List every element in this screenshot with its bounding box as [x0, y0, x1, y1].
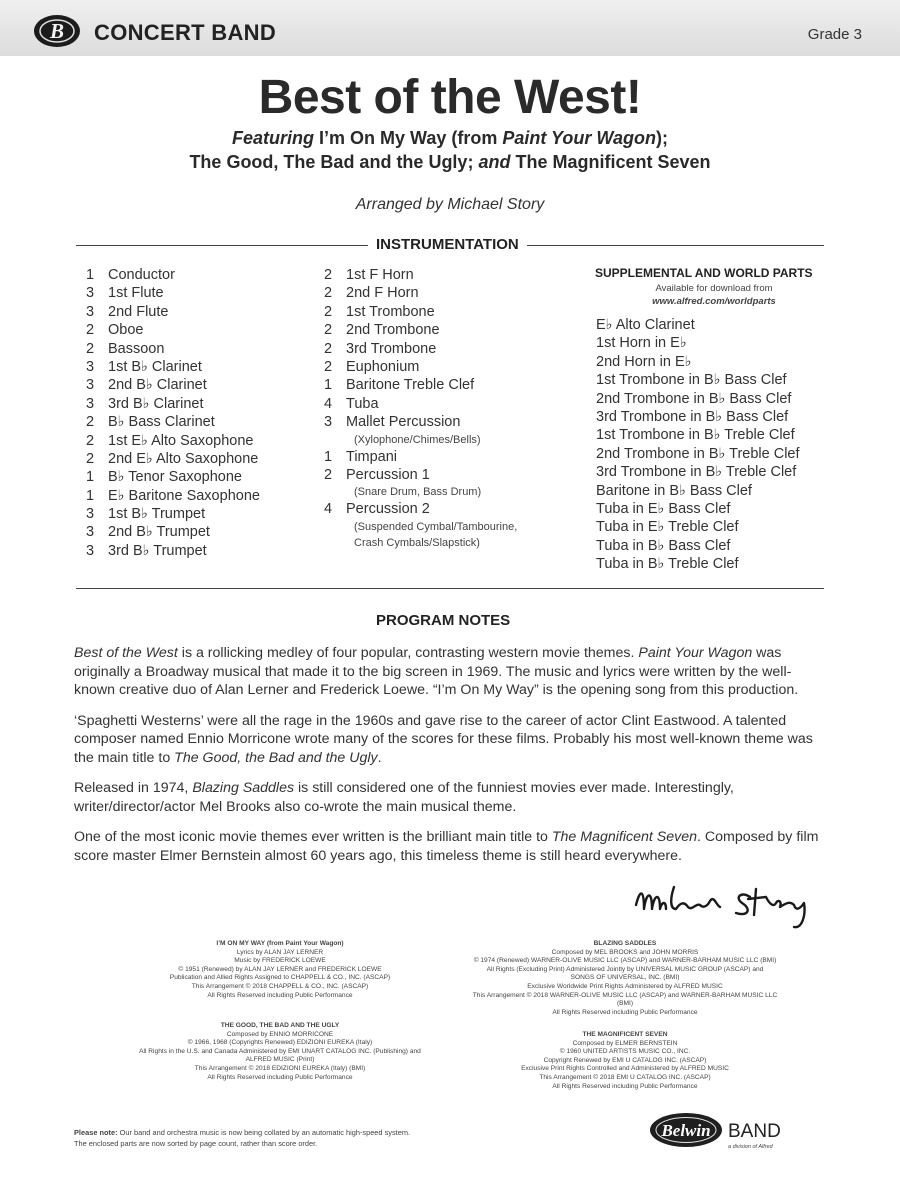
song1-show: Paint Your Wagon	[502, 128, 657, 148]
instrument-name: 2nd B♭ Clarinet	[108, 377, 207, 394]
instrument-name: E♭ Baritone Saxophone	[108, 487, 260, 504]
credit-line: All Rights Reserved including Public Performance	[552, 1008, 698, 1016]
supplemental-list	[596, 316, 800, 573]
instrument-name: Euphonium	[346, 358, 420, 375]
instrument-name: 1st Trombone	[346, 303, 435, 320]
song1-end: );	[656, 128, 669, 148]
credit-block-good-bad-ugly	[130, 1022, 430, 1082]
instrument-name: Baritone Treble Clef	[346, 377, 475, 394]
notes-text: . Composed by film score master Elmer Bernstein almost 60 years ago, this timeless theme is still heard everywhere.	[74, 829, 819, 864]
footer-note	[74, 1127, 410, 1149]
instrument-name: 1st Flute	[108, 285, 164, 302]
instrument-name: B♭ Tenor Saxophone	[108, 469, 242, 486]
instrument-row	[86, 266, 260, 284]
instrument-quantity: 3	[86, 524, 95, 541]
credit-line: This Arrangement © 2018 EMI U CATALOG INC. (ASCAP)	[539, 1073, 711, 1081]
arranger-credit: Arranged by Michael Story	[355, 196, 545, 213]
song3-text: The Magnificent Seven	[515, 152, 711, 172]
instrument-quantity: 2	[324, 285, 333, 302]
instrument-quantity: 2	[324, 322, 333, 339]
credit-line: Copyright Renewed by EMI U CATALOG INC. (ASCAP)	[543, 1056, 707, 1064]
instrument-name: 2nd B♭ Trumpet	[108, 524, 210, 541]
instrument-row	[86, 395, 260, 413]
instrument-name: Oboe	[108, 322, 144, 339]
instrument-column-1	[86, 266, 260, 560]
program-notes-body	[74, 644, 826, 877]
notes-paragraph	[74, 644, 826, 700]
credit-line: This Arrangement © 2018 WARNER-OLIVE MUSIC LLC (ASCAP) and WARNER-BARHAM MUSIC LLC (BMI)	[472, 991, 778, 1008]
instrument-name: 1st B♭ Trumpet	[108, 506, 206, 523]
instrument-name: Conductor	[108, 267, 175, 283]
instrument-name: Tuba	[346, 395, 379, 412]
instrument-detail: (Suspended Cymbal/Tambourine,	[354, 520, 518, 533]
instrument-detail: (Xylophone/Chimes/Bells)	[354, 433, 481, 446]
subtitle-line-2	[0, 152, 900, 173]
credit-title: BLAZING SADDLES	[593, 940, 657, 947]
credit-line: ALFRED MUSIC (Print)	[245, 1056, 315, 1064]
instrumentation-heading: INSTRUMENTATION	[368, 236, 527, 253]
credit-title: THE GOOD, THE BAD AND THE UGLY	[220, 1022, 340, 1029]
supplemental-part: Tuba in B♭ Treble Clef	[596, 556, 739, 573]
instrument-row	[324, 284, 517, 302]
instrument-row	[86, 487, 260, 505]
instrument-quantity: 3	[86, 506, 95, 523]
series-label: CONCERT BAND	[94, 20, 277, 45]
credit-line: © 1974 (Renewed) WARNER-OLIVE MUSIC LLC (ASCAP) and WARNER-BARHAM MUSIC LLC (BMI)	[473, 957, 777, 965]
supplemental-url: www.alfred.com/worldparts	[652, 296, 776, 307]
arranger-signature	[630, 875, 830, 935]
credit-line: This Arrangement © 2018 CHAPPELL & CO., INC. (ASCAP)	[191, 982, 369, 990]
song1-text: I’m On My Way (from	[318, 128, 498, 148]
supplemental-part: Tuba in E♭ Bass Clef	[596, 500, 731, 517]
notes-paragraph	[74, 712, 826, 768]
instrument-quantity: 3	[86, 303, 95, 320]
credit-block-magnificent-seven	[500, 1031, 750, 1091]
section-divider	[76, 588, 824, 589]
credit-line: Composed by MEL BROOKS and JOHN MORRIS	[551, 948, 699, 956]
instrument-quantity: 1	[86, 469, 95, 486]
instrument-quantity: 2	[324, 358, 333, 375]
and-word: and	[478, 152, 511, 172]
instrument-row	[86, 542, 260, 560]
supplemental-heading: SUPPLEMENTAL AND WORLD PARTS	[595, 266, 813, 280]
instrument-quantity: 2	[86, 450, 95, 467]
credit-line: Composed by ENNIO MORRICONE	[226, 1030, 334, 1038]
instrument-quantity: 3	[86, 358, 95, 375]
credit-line: This Arrangement © 2018 EDIZIONI EUREKA (Italy) (BMI)	[194, 1064, 366, 1072]
supplemental-part: Tuba in B♭ Bass Clef	[596, 537, 731, 554]
instrument-row	[324, 466, 517, 484]
supplemental-part: 1st Horn in E♭	[596, 335, 687, 352]
instrument-name: 2nd E♭ Alto Saxophone	[108, 450, 259, 467]
credit-line: Publication and Allied Rights Assigned to CHAPPELL & CO., INC. (ASCAP)	[169, 974, 391, 982]
credit-block-im-on-my-way	[150, 940, 410, 1000]
instrument-row	[324, 413, 517, 431]
subtitle-line-1	[0, 128, 900, 149]
instrument-quantity: 1	[324, 377, 333, 394]
notes-paragraph	[74, 828, 826, 865]
instrument-detail: (Snare Drum, Bass Drum)	[354, 486, 482, 499]
credit-line: © 1966, 1968 (Copyrights Renewed) EDIZIONI EUREKA (Italy)	[187, 1039, 373, 1047]
division-text: a division of Alfred	[728, 1144, 773, 1150]
svg-text:B: B	[49, 19, 65, 43]
notes-show-ref: Paint Your Wagon	[638, 645, 753, 661]
notes-text: Released in 1974,	[74, 780, 193, 796]
instrument-quantity: 4	[324, 395, 333, 412]
instrument-row	[86, 432, 260, 450]
instrument-name: 3rd Trombone	[346, 340, 437, 357]
instrument-name: B♭ Bass Clarinet	[108, 414, 215, 431]
instrument-name: 2nd Trombone	[346, 322, 440, 339]
credit-line: © 1960 UNITED ARTISTS MUSIC CO., INC.	[559, 1048, 691, 1056]
instrument-quantity: 1	[86, 267, 95, 283]
notes-text: is a rollicking medley of four popular, contrasting western movie themes.	[177, 645, 639, 661]
belwin-wordmark: Belwin	[661, 1121, 711, 1140]
notes-text: is still considered one of the funniest movies ever made. Interestingly, writer/director/actor Mel Brooks also co-wrote the main musical theme.	[74, 780, 734, 815]
instrument-row	[324, 500, 517, 518]
instrument-row	[86, 321, 260, 339]
notes-film-ref: The Magnificent Seven	[551, 829, 697, 845]
notes-film-ref: The Good, the Bad and the Ugly	[174, 749, 378, 766]
instrument-quantity: 2	[324, 267, 333, 283]
instrument-name: Timpani	[346, 448, 398, 465]
notes-text: was originally a Broadway musical that made it to the big screen in 1969. The music and lyrics were written by the well-known creative duo of Alan Lerner and Frederick Loewe. “I’m On My Way” is the opening song from this production.	[74, 645, 799, 698]
instrument-quantity: 3	[86, 542, 95, 559]
credit-line: All Rights Reserved including Public Performance	[207, 1073, 353, 1081]
credit-line: SONGS OF UNIVERSAL, INC. (BMI)	[570, 974, 680, 982]
instrument-row	[86, 358, 260, 376]
instrument-quantity: 1	[86, 487, 95, 504]
supplemental-part: E♭ Alto Clarinet	[596, 317, 695, 333]
instrument-quantity: 3	[86, 285, 95, 302]
instrument-row	[324, 395, 517, 413]
instrument-name: 3rd B♭ Trumpet	[108, 542, 207, 559]
supplemental-part: 2nd Horn in E♭	[596, 353, 692, 370]
notes-text: .	[377, 749, 382, 766]
credit-line: Composed by ELMER BERNSTEIN	[572, 1039, 678, 1047]
supplemental-part: 1st Trombone in B♭ Treble Clef	[596, 427, 795, 444]
piece-title: Best of the West!	[258, 71, 642, 124]
instrument-quantity: 2	[324, 340, 333, 357]
instrument-column-2	[324, 266, 517, 551]
credit-line: All Rights (Excluding Print) Administered Jointly by UNIVERSAL MUSIC GROUP (ASCAP) and	[486, 965, 764, 973]
song2-text: The Good, The Bad and the Ugly;	[189, 152, 474, 172]
instrument-row	[86, 450, 260, 468]
credit-line: All Rights Reserved including Public Performance	[552, 1082, 698, 1090]
credit-line: Exclusive Worldwide Print Rights Administered by ALFRED MUSIC	[527, 982, 723, 990]
band-wordmark: BAND	[728, 1121, 781, 1142]
supplemental-note: Available for download from	[655, 283, 773, 294]
instrument-row	[324, 303, 517, 321]
instrument-quantity: 3	[86, 395, 95, 412]
instrument-name: 1st B♭ Clarinet	[108, 358, 202, 375]
instrument-name: Bassoon	[108, 340, 165, 357]
instrument-quantity: 2	[324, 303, 333, 320]
footer-line-1: Our band and orchestra music is now being collated by an automatic high-speed system.	[117, 1128, 411, 1137]
credit-line: Exclusive Print Rights Controlled and Administered by ALFRED MUSIC	[521, 1065, 729, 1073]
notes-film-ref: Blazing Saddles	[192, 780, 295, 796]
supplemental-part: Tuba in E♭ Treble Clef	[596, 519, 739, 536]
instrument-row	[324, 358, 517, 376]
instrument-row	[86, 523, 260, 541]
notes-title-ref: Best of the West	[74, 645, 178, 661]
instrument-name: 3rd B♭ Clarinet	[108, 395, 204, 412]
notes-text: One of the most iconic movie themes ever written is the brilliant main title to	[74, 829, 552, 845]
instrument-quantity: 2	[324, 466, 333, 483]
credit-title: I’M ON MY WAY (from Paint Your Wagon)	[216, 940, 344, 947]
credit-title: THE MAGNIFICENT SEVEN	[582, 1031, 668, 1038]
credit-line: Lyrics by ALAN JAY LERNER	[236, 948, 324, 956]
supplemental-part: 1st Trombone in B♭ Bass Clef	[596, 372, 787, 389]
notes-paragraph	[74, 779, 826, 816]
instrument-row	[324, 321, 517, 339]
instrument-row	[324, 448, 517, 466]
supplemental-part: 3rd Trombone in B♭ Bass Clef	[596, 408, 789, 425]
instrument-quantity: 2	[86, 322, 95, 339]
instrument-quantity: 2	[86, 432, 95, 449]
instrument-row	[324, 266, 517, 284]
footer-line-2: The enclosed parts are now sorted by page count, rather than score order.	[74, 1139, 318, 1148]
instrument-quantity: 1	[324, 448, 333, 465]
instrument-name: 2nd Flute	[108, 303, 169, 320]
instrument-row	[86, 376, 260, 394]
supplemental-part: 2nd Trombone in B♭ Treble Clef	[596, 445, 800, 462]
instrument-name: 2nd F Horn	[346, 285, 419, 302]
belwin-band-logo	[648, 1110, 828, 1154]
credit-line: All Rights in the U.S. and Canada Administered by EMI UNART CATALOG INC. (Publishing) and	[139, 1047, 421, 1055]
instrument-row	[86, 340, 260, 358]
credit-block-blazing-saddles	[470, 940, 780, 1017]
credit-line: © 1951 (Renewed) by ALAN JAY LERNER and FREDERICK LOEWE	[178, 965, 382, 973]
instrument-row	[86, 284, 260, 302]
grade-label: Grade 3	[807, 26, 862, 43]
credit-line: All Rights Reserved including Public Performance	[207, 991, 353, 999]
instrument-name: Percussion 2	[346, 501, 430, 518]
instrument-row	[86, 413, 260, 431]
instrument-row	[324, 340, 517, 358]
notes-text: ‘Spaghetti Westerns’ were all the rage in the 1960s and gave rise to the career of actor Clint Eastwood. A talented composer named Ennio Morricone wrote many of the scores for these films. Probably his most well-known theme was the main title to	[74, 712, 813, 766]
supplemental-part: 3rd Trombone in B♭ Treble Clef	[596, 464, 797, 481]
credit-line: Music by FREDERICK LOEWE	[234, 957, 326, 965]
instrument-row	[324, 376, 517, 394]
instrument-detail: Crash Cymbals/Slapstick)	[354, 536, 480, 549]
instrument-quantity: 2	[86, 414, 95, 431]
instrument-row	[86, 505, 260, 523]
instrument-name: Mallet Percussion	[346, 414, 461, 431]
instrument-quantity: 4	[324, 501, 333, 518]
instrument-quantity: 3	[324, 414, 333, 431]
instrument-name: 1st F Horn	[346, 267, 414, 283]
program-notes-heading: PROGRAM NOTES	[376, 612, 511, 629]
supplemental-part: Baritone in B♭ Bass Clef	[596, 482, 752, 499]
featuring-word: Featuring	[231, 128, 314, 148]
instrument-quantity: 3	[86, 377, 95, 394]
instrument-row	[86, 468, 260, 486]
instrument-row	[86, 303, 260, 321]
instrument-quantity: 2	[86, 340, 95, 357]
instrument-name: Percussion 1	[346, 466, 430, 483]
belwin-b-logo-icon	[32, 12, 82, 50]
instrument-name: 1st E♭ Alto Saxophone	[108, 432, 254, 449]
supplemental-part: 2nd Trombone in B♭ Bass Clef	[596, 390, 792, 407]
footer-label: Please note:	[74, 1128, 118, 1137]
